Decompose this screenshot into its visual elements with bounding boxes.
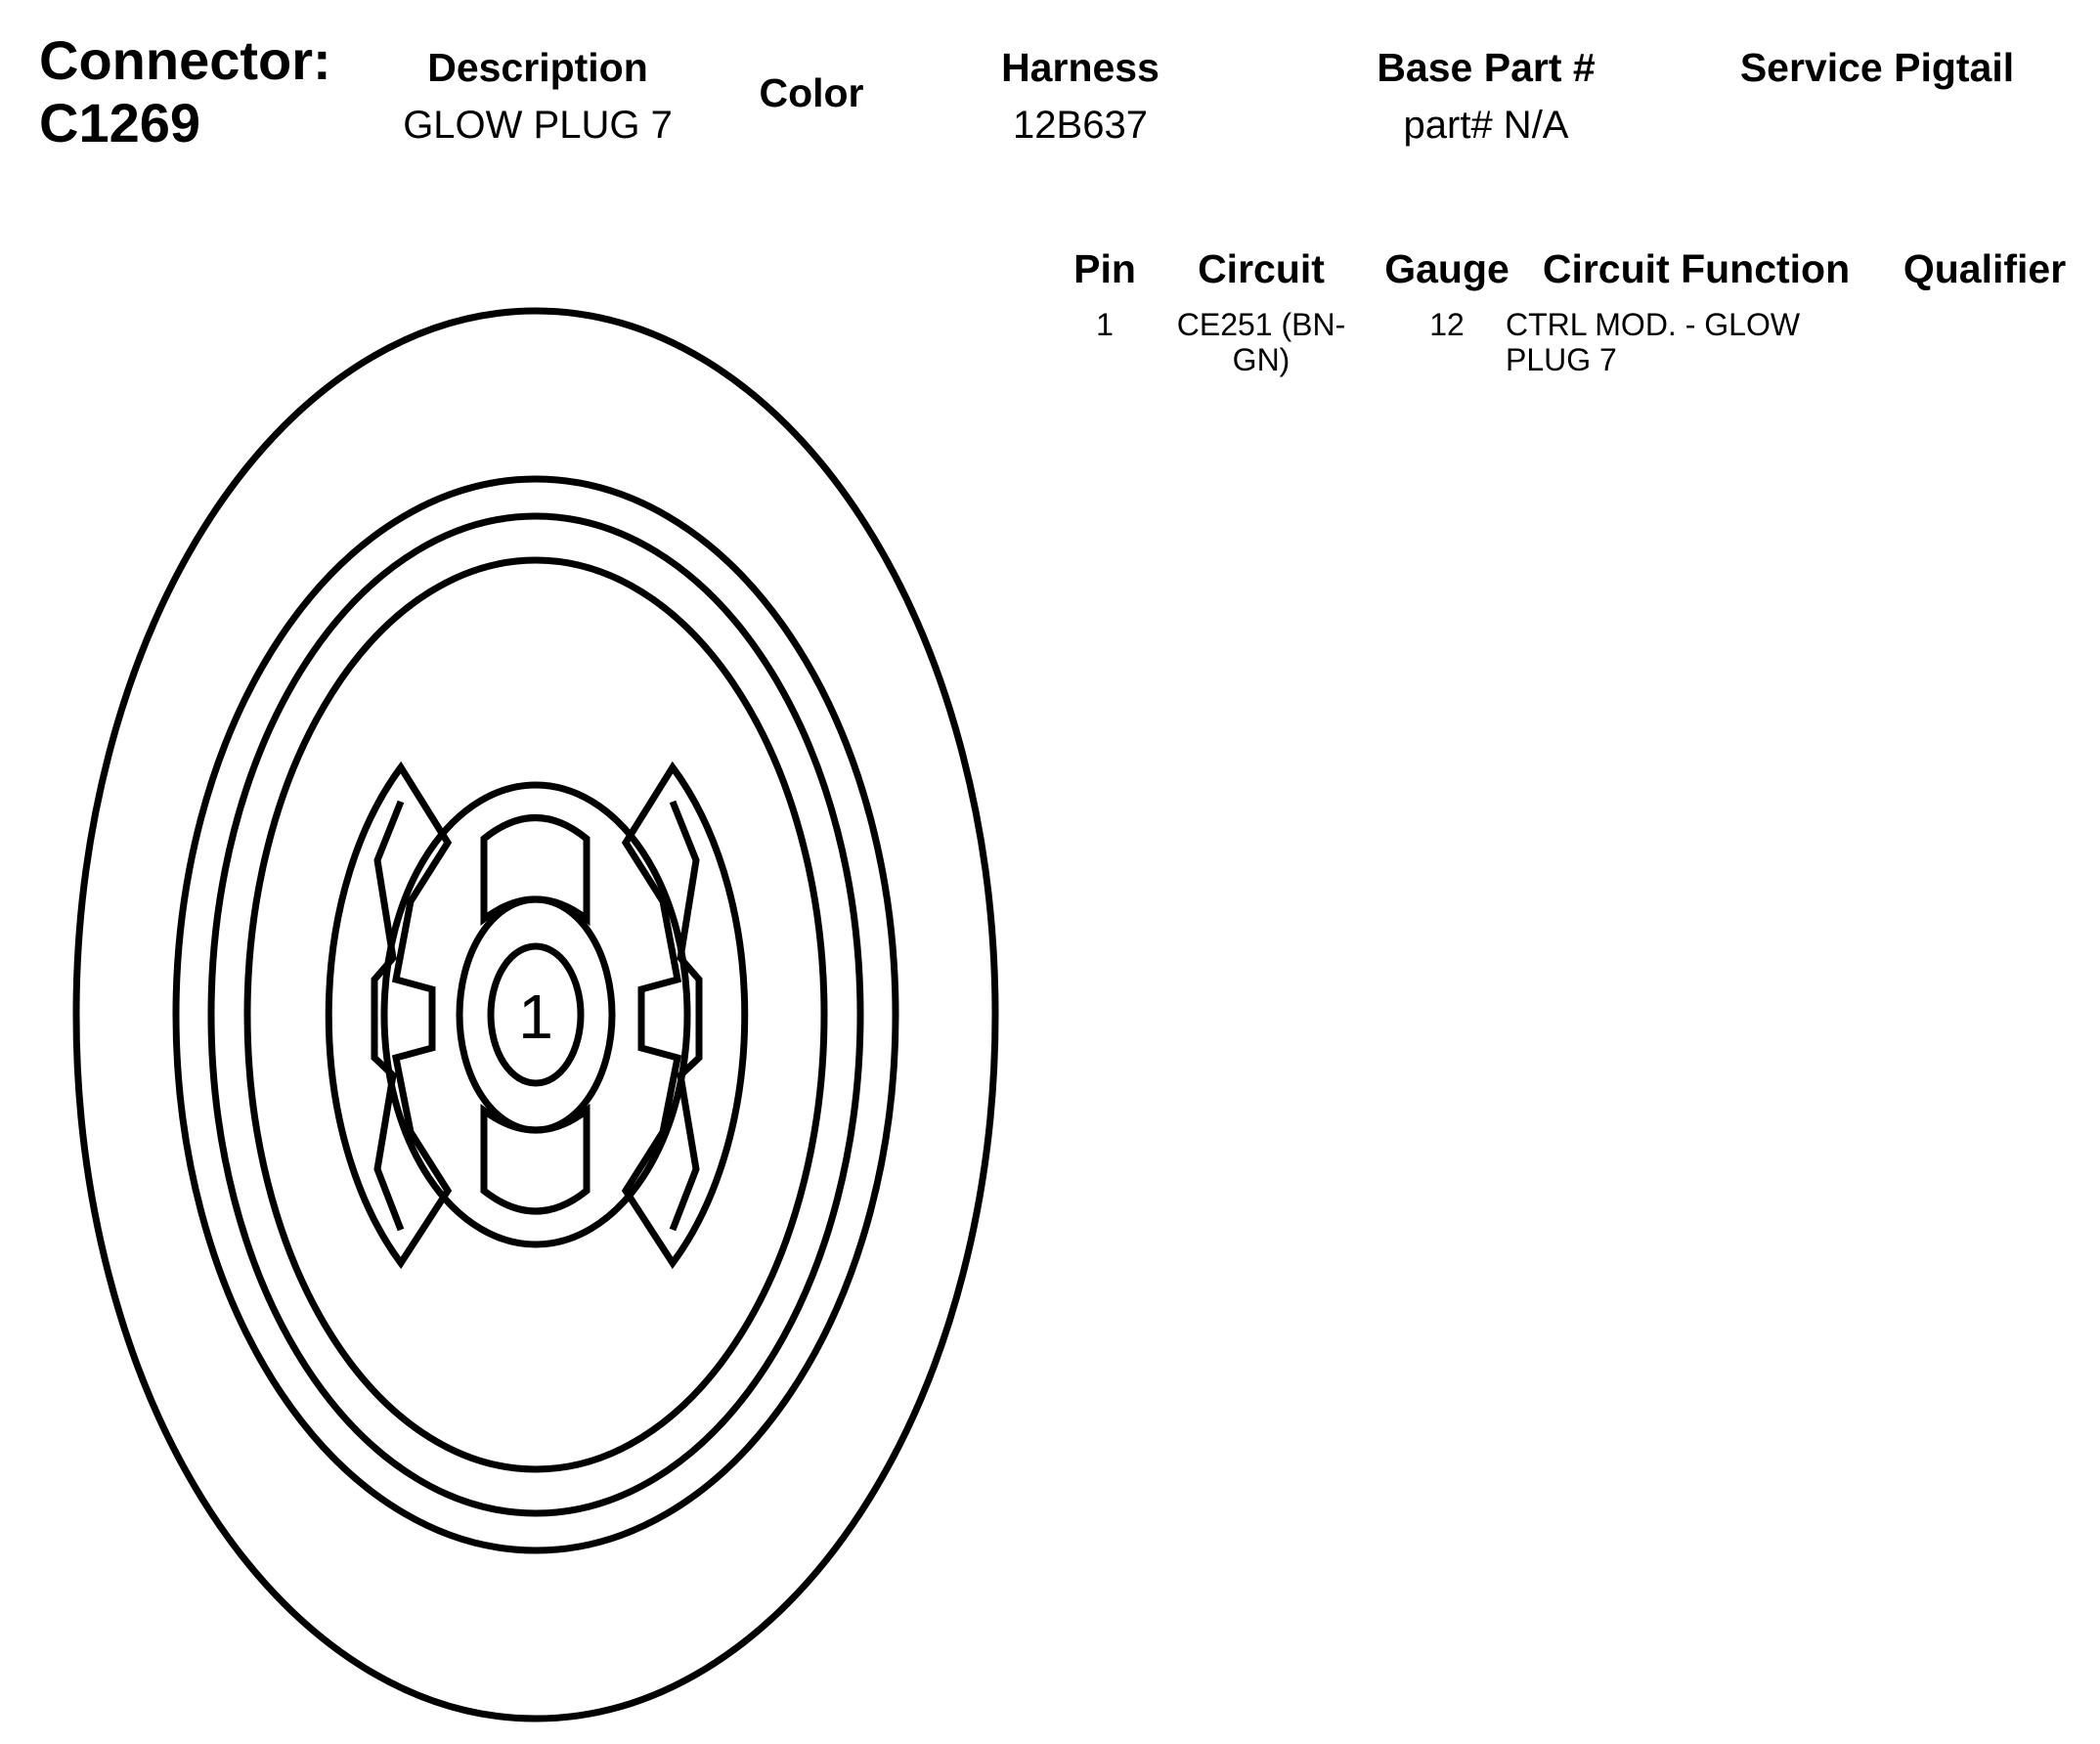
pin-1-label: 1	[518, 981, 553, 1052]
description-value: GLOW PLUG 7	[403, 104, 673, 147]
base-part-value: part# N/A	[1403, 104, 1569, 147]
row-function-line1: CTRL MOD. - GLOW	[1506, 307, 1801, 342]
row-gauge: 12	[1429, 307, 1465, 342]
color-header: Color	[759, 70, 864, 115]
bottom-key-band	[484, 1111, 587, 1211]
circuit-function-column-header: Circuit Function	[1542, 246, 1851, 291]
harness-header: Harness	[1001, 45, 1159, 90]
service-pigtail-header: Service Pigtail	[1739, 45, 2015, 90]
base-part-header: Base Part #	[1377, 45, 1596, 90]
harness-value: 12B637	[1013, 104, 1148, 147]
row-circuit-line1: CE251 (BN-	[1176, 307, 1346, 342]
row-function-line2: PLUG 7	[1506, 342, 1617, 377]
row-pin-number: 1	[1096, 307, 1114, 342]
gauge-column-header: Gauge	[1384, 246, 1509, 291]
connector-id: C1269	[39, 92, 201, 153]
row-circuit-line2: GN)	[1232, 342, 1291, 377]
pin-column-header: Pin	[1073, 246, 1136, 291]
description-header: Description	[427, 45, 648, 90]
circuit-column-header: Circuit	[1198, 246, 1325, 291]
top-key-band	[484, 818, 587, 920]
qualifier-column-header: Qualifier	[1903, 246, 2067, 291]
connector-label: Connector:	[39, 29, 331, 91]
